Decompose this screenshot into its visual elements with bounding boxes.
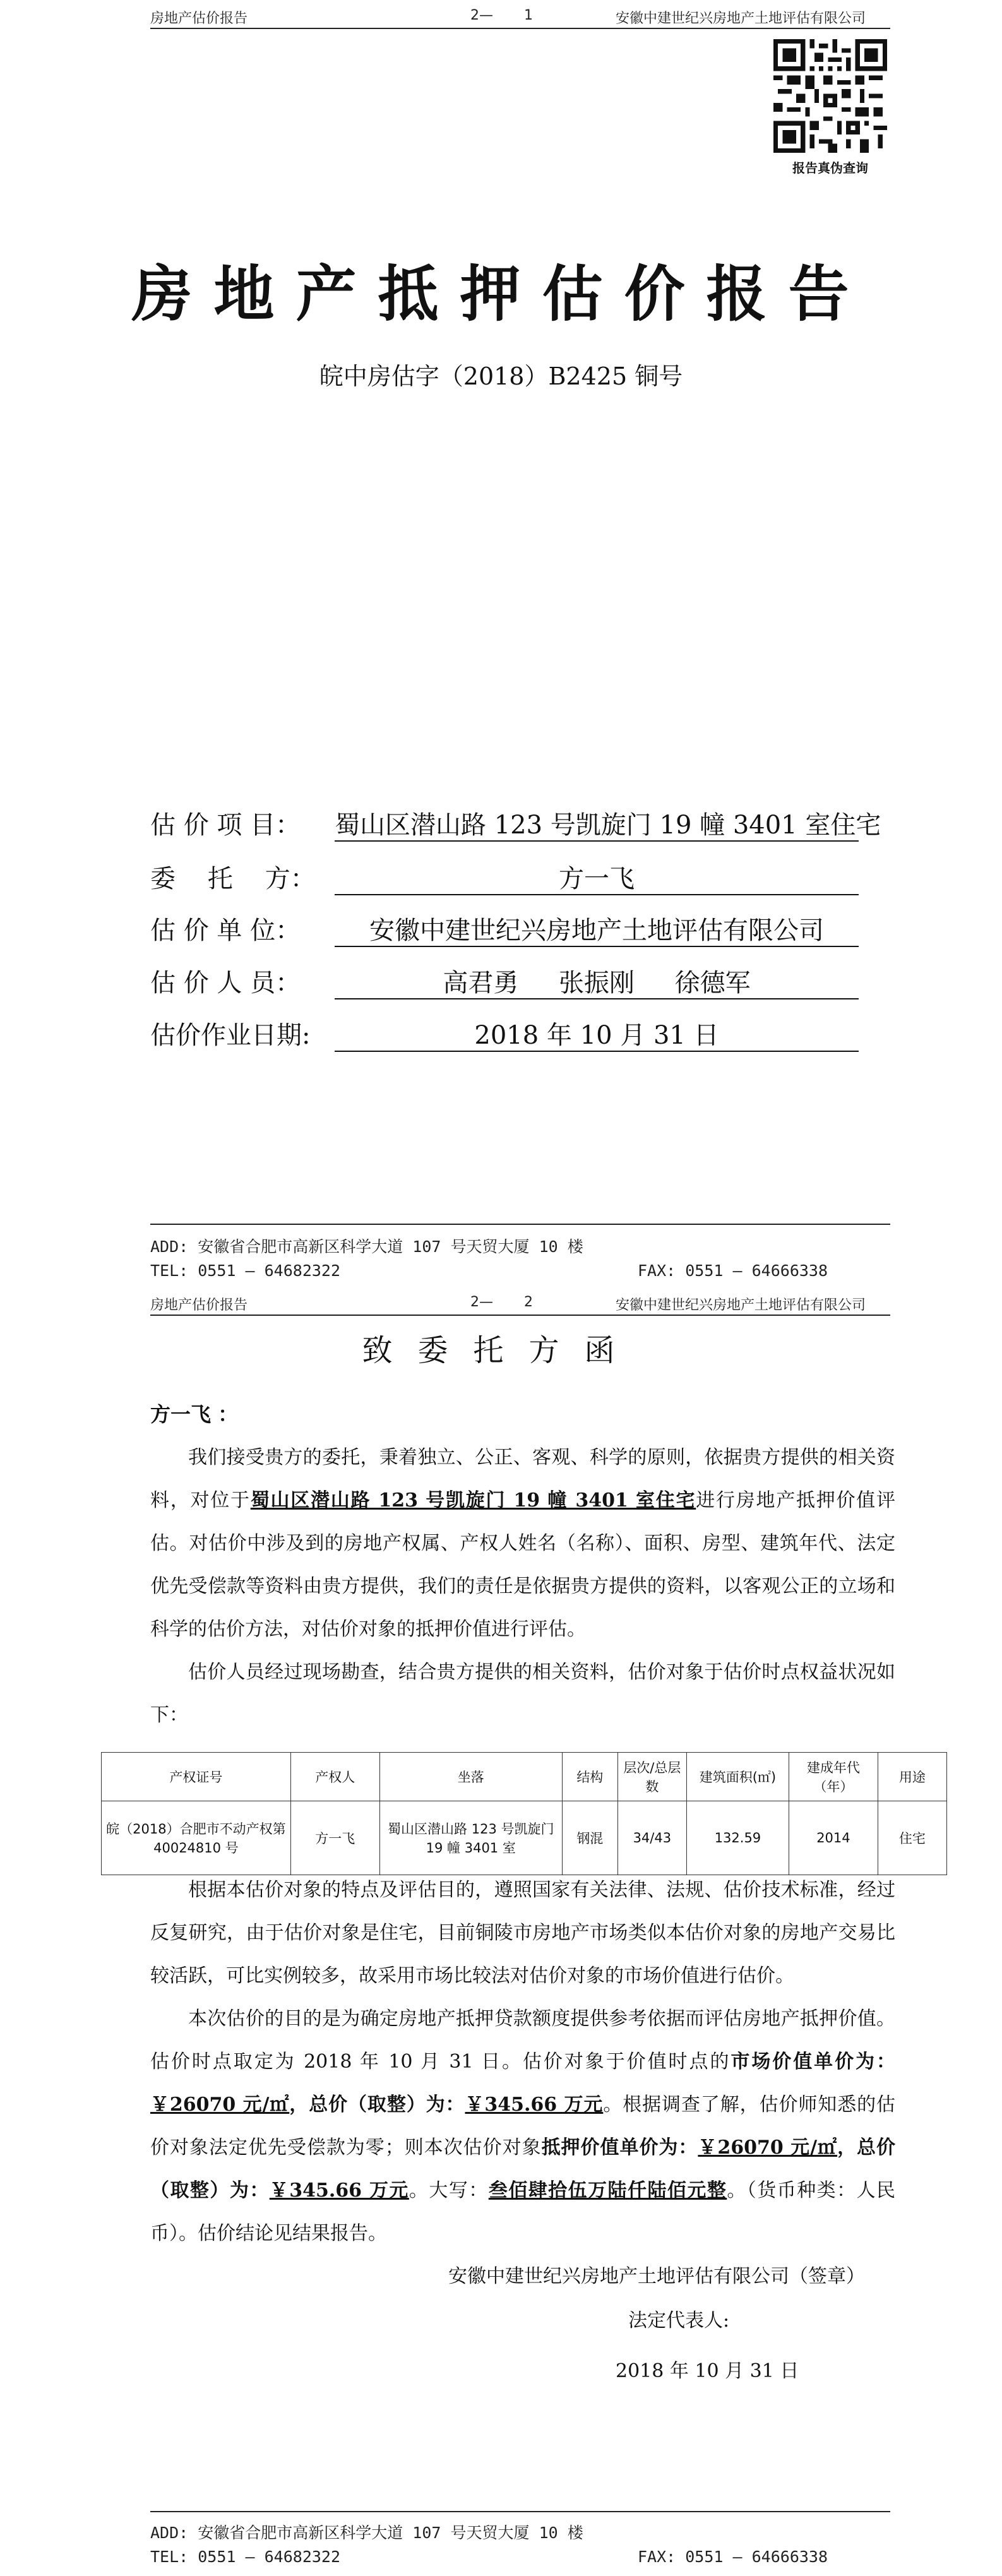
para4-market-label: 市场价值单价为： bbox=[731, 2051, 895, 2073]
info-staff-label: 估 价 人 员： bbox=[150, 969, 301, 998]
info-unit-label: 估 价 单 位： bbox=[150, 916, 301, 945]
table-header-location: 坐落 bbox=[379, 1753, 562, 1801]
page1-header-left: 房地产估价报告 bbox=[150, 11, 248, 27]
table-header-area: 建筑面积(㎡) bbox=[686, 1753, 789, 1801]
para4-market-unit-price: ￥26070 元/㎡ bbox=[150, 2094, 290, 2116]
info-client-label: 委 托 方： bbox=[150, 864, 316, 893]
para4-amount-in-words: 叁佰肆拾伍万陆仟陆佰元整 bbox=[488, 2179, 727, 2202]
info-project-row bbox=[150, 805, 881, 843]
info-client-row bbox=[150, 859, 857, 897]
table-header-use: 用途 bbox=[878, 1753, 946, 1801]
info-project-label: 估 价 项 目： bbox=[150, 811, 301, 840]
table-header-row bbox=[102, 1753, 947, 1801]
report-number: 皖中房估字（2018）B2425 铜号 bbox=[319, 362, 683, 390]
table-cell-year: 2014 bbox=[789, 1801, 878, 1875]
para4-mortgage-total-label: ，总价（取整）为： bbox=[150, 2137, 896, 2202]
letter-salutation: 方一飞 ： bbox=[150, 1402, 239, 1426]
para1-address: 蜀山区潜山路 123 号凯旋门 19 幢 3401 室住宅 bbox=[250, 1489, 696, 1512]
info-unit-value: 安徽中建世纪兴房地产土地评估有限公司 bbox=[335, 910, 859, 947]
signature-company: 安徽中建世纪兴房地产土地评估有限公司（签章） bbox=[448, 2265, 865, 2287]
para4-market-total: ￥345.66 万元 bbox=[465, 2094, 604, 2116]
para1-text-c: 进行房地产抵押价值评估。对估价中涉及到的房地产权属、产权人姓名（名称）、面积、房型、建筑年代、法定优先受偿款等资料由贵方提供，我们的责任是依据贵方提供的资料，以客观公正的立场和科学的估价方法，对估价对象的抵押价值进行评估。 bbox=[150, 1489, 896, 1640]
signature-date: 2018 年 10 月 31 日 bbox=[616, 2360, 799, 2382]
page2-footer-rule bbox=[150, 2511, 890, 2512]
table-header-year: 建成年代（年） bbox=[789, 1753, 878, 1801]
para1-text-a: 我们接受贵方的委托，秉着独立、公正、客观、科学的原则，依据贵方提供的相关资料，对位于 bbox=[150, 1446, 895, 1512]
page2-header-page: 2— 2 bbox=[470, 1294, 533, 1310]
table-cell-owner: 方一飞 bbox=[290, 1801, 379, 1875]
info-date-value: 2018 年 10 月 31 日 bbox=[335, 1015, 859, 1052]
para4-text-k: 。大写： bbox=[409, 2179, 489, 2202]
table-header-cert: 产权证号 bbox=[102, 1753, 291, 1801]
page1-footer-tel: TEL: 0551 — 64682322 bbox=[150, 1261, 341, 1280]
table-cell-structure: 钢混 bbox=[562, 1801, 617, 1875]
info-date-label: 估价作业日期: bbox=[150, 1021, 311, 1050]
signature-representative: 法定代表人: bbox=[628, 2310, 730, 2332]
letter-title: 致委托方函 bbox=[362, 1333, 640, 1368]
info-staff-row bbox=[150, 963, 857, 1001]
qr-caption: 报告真伪查询 bbox=[792, 160, 868, 176]
property-table bbox=[101, 1752, 947, 1875]
letter-para-method bbox=[150, 1869, 895, 2255]
table-cell-use: 住宅 bbox=[878, 1801, 946, 1875]
info-unit-row bbox=[150, 910, 857, 948]
para4-mortgage-label: 抵押价值单价为： bbox=[541, 2137, 698, 2159]
table-header-owner: 产权人 bbox=[290, 1753, 379, 1801]
para4-total-label: ，总价（取整）为： bbox=[289, 2094, 465, 2116]
page1-header-rule bbox=[150, 28, 890, 29]
page2-header-rule bbox=[150, 1315, 890, 1316]
page1-footer-fax: FAX: 0551 — 64666338 bbox=[638, 1261, 828, 1280]
page1-footer-address: ADD: 安徽省合肥市高新区科学大道 107 号天贸大厦 10 楼 bbox=[150, 1237, 583, 1256]
qr-code-icon[interactable] bbox=[773, 39, 887, 153]
para4-mortgage-unit-price: ￥26070 元/㎡ bbox=[698, 2137, 838, 2159]
page2-footer-tel: TEL: 0551 — 64682322 bbox=[150, 2548, 341, 2566]
report-title: 房地产抵押估价报告 bbox=[131, 258, 871, 330]
table-cell-area: 132.59 bbox=[686, 1801, 789, 1875]
table-cell-floor: 34/43 bbox=[617, 1801, 686, 1875]
info-client-value: 方一飞 bbox=[335, 859, 859, 895]
info-project-value: 蜀山区潜山路 123 号凯旋门 19 幢 3401 室住宅 bbox=[335, 805, 859, 842]
para4-text-f: 。根据调查了解，估价师知悉的估价对象法定优先受偿款为零；则本次估价对象 bbox=[150, 2094, 896, 2159]
table-cell-location: 蜀山区潜山路 123 号凯旋门 19 幢 3401 室 bbox=[379, 1801, 562, 1875]
table-cell-cert: 皖（2018）合肥市不动产权第 40024810 号 bbox=[102, 1801, 291, 1875]
para4-text-m: 。（货币种类：人民币）。估价结论见结果报告。 bbox=[150, 2179, 896, 2245]
para2-text: 估价人员经过现场勘查，结合贵方提供的相关资料，估价对象于估价时点权益状况如下： bbox=[150, 1661, 895, 1726]
page1-header-page: 2— 1 bbox=[470, 8, 533, 23]
page1-header-right: 安徽中建世纪兴房地产土地评估有限公司 bbox=[616, 11, 866, 27]
para4-text-a: 本次估价的目的是为确定房地产抵押贷款额度提供参考依据而评估房地产抵押价值。估价时点取定为 2018 年 10 月 31 日。估价对象于价值时点的 bbox=[150, 2008, 895, 2073]
page2-footer-fax: FAX: 0551 — 64666338 bbox=[638, 2548, 828, 2566]
table-header-structure: 结构 bbox=[562, 1753, 617, 1801]
page1-footer-rule bbox=[150, 1224, 890, 1225]
para3-text: 根据本估价对象的特点及评估目的，遵照国家有关法律、法规、估价技术标准，经过反复研究，由于估价对象是住宅，目前铜陵市房地产市场类似本估价对象的房地产交易比较活跃，可比实例较多，故采用市场比较法对估价对象的市场价值进行估价。 bbox=[150, 1879, 895, 1987]
page2-header-left: 房地产估价报告 bbox=[150, 1297, 248, 1313]
page2-footer-address: ADD: 安徽省合肥市高新区科学大道 107 号天贸大厦 10 楼 bbox=[150, 2524, 583, 2542]
para4-mortgage-total: ￥345.66 万元 bbox=[269, 2179, 409, 2202]
table-row bbox=[102, 1801, 947, 1875]
letter-para-intro bbox=[150, 1436, 895, 1737]
page2-header-right: 安徽中建世纪兴房地产土地评估有限公司 bbox=[616, 1297, 866, 1313]
info-date-row bbox=[150, 1015, 857, 1053]
info-staff-value: 高君勇 张振刚 徐德军 bbox=[335, 963, 859, 999]
table-header-floor: 层次/总层数 bbox=[617, 1753, 686, 1801]
